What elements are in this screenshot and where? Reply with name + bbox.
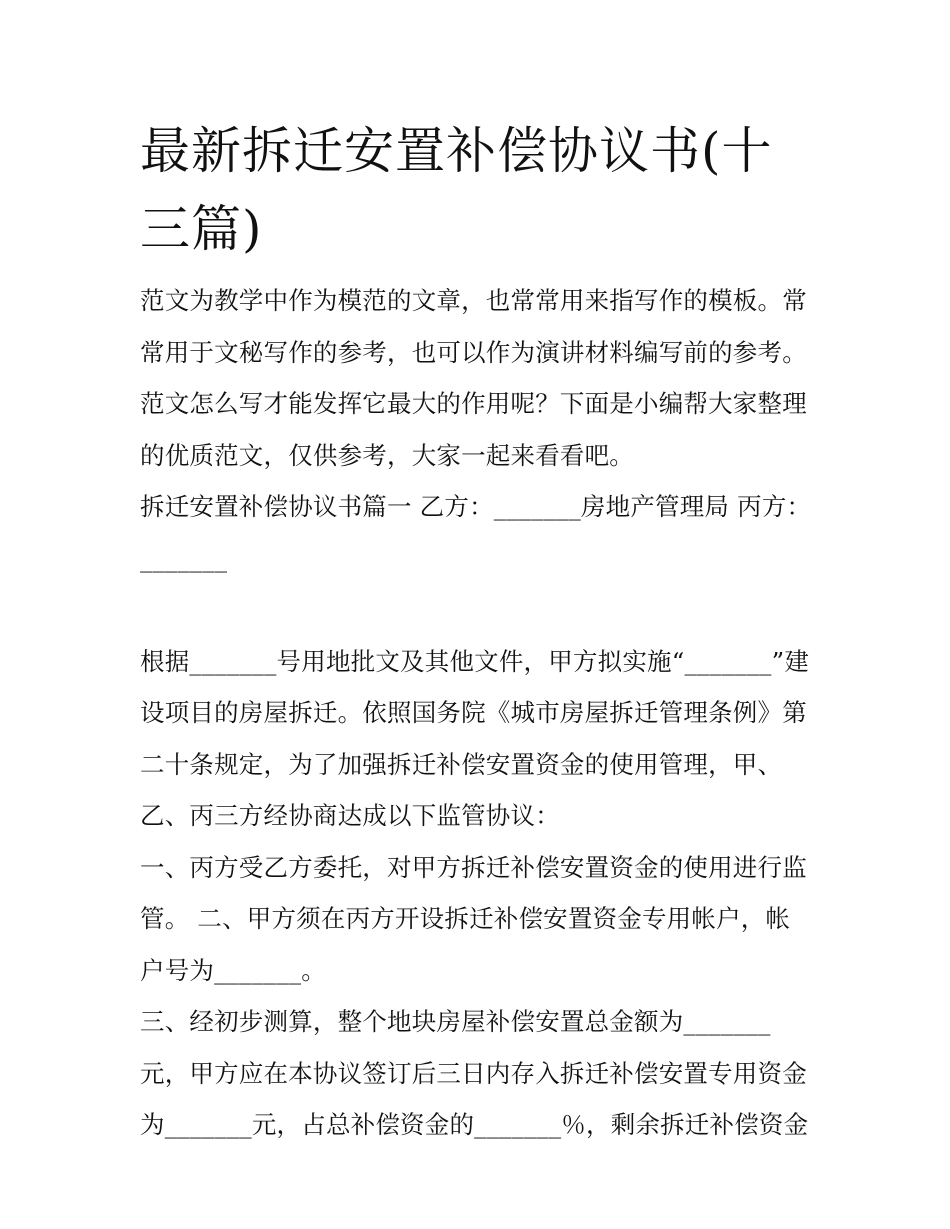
paragraph-line: 根据_______号用地批文及其他文件，甲方拟实施“_______”建 <box>140 646 810 676</box>
paragraph-line: _______ <box>140 543 228 573</box>
paragraph-line: 二十条规定，为了加强拆迁补偿安置资金的使用管理，甲、 <box>140 749 783 779</box>
paragraph-line: 常用于文秘写作的参考，也可以作为演讲材料编写前的参考。 <box>140 337 807 367</box>
document-title: 最新拆迁安置补偿协议书(十三篇) <box>140 122 773 258</box>
paragraph-line: 乙、丙三方经协商达成以下监管协议： <box>140 801 560 830</box>
paragraph-line: 元，甲方应在本协议签订后三日内存入拆迁补偿安置专用资金 <box>140 1058 807 1088</box>
document-body <box>140 281 820 1157</box>
paragraph-line: 范文怎么写才能发挥它最大的作用呢？下面是小编帮大家整理 <box>140 389 807 418</box>
paragraph-line: 范文为教学中作为模范的文章，也常常用来指写作的模板。常 <box>140 286 807 315</box>
paragraph-line: 户号为_______。 <box>140 955 326 985</box>
blank-line <box>140 590 820 630</box>
paragraph-line: 拆迁安置补偿协议书篇一 乙方：_______房地产管理局 丙方： <box>140 492 812 521</box>
paragraph-line: 设项目的房屋拆迁。依照国务院《城市房屋拆迁管理条例》第 <box>140 698 807 727</box>
paragraph-line: 一、丙方受乙方委托，对甲方拆迁补偿安置资金的使用进行监 <box>140 852 807 882</box>
paragraph-line: 为_______元，占总补偿资金的_______％，剩余拆迁补偿资金 <box>140 1110 809 1139</box>
paragraph-line: 管。 二、甲方须在丙方开设拆迁补偿安置资金专用帐户，帐 <box>140 904 791 933</box>
paragraph-line: 的优质范文，仅供参考，大家一起来看看吧。 <box>140 440 634 470</box>
paragraph-line: 三、经初步测算，整个地块房屋补偿安置总金额为_______ <box>140 1007 771 1036</box>
